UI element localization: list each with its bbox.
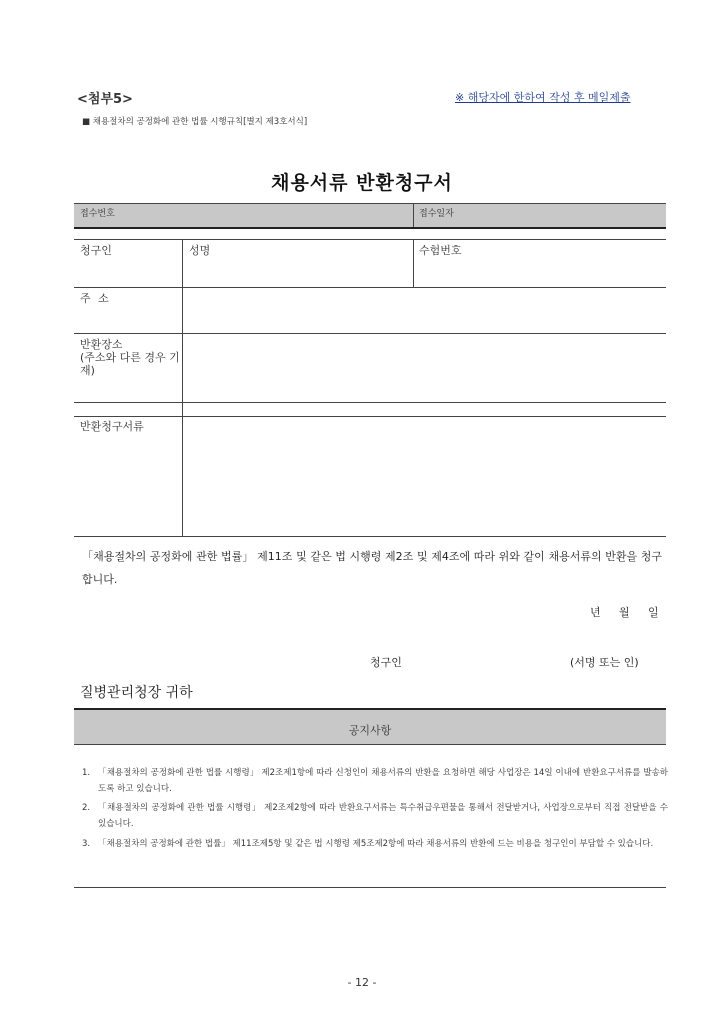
name-field[interactable] bbox=[184, 258, 412, 286]
return-place-note: (주소와 다른 경우 기재) bbox=[80, 351, 180, 377]
notices-title: 공지사항 bbox=[348, 724, 392, 737]
return-documents-label: 반환청구서류 bbox=[80, 420, 144, 433]
page-number: - 12 - bbox=[347, 976, 377, 989]
notice-item-number: 2. bbox=[82, 803, 91, 813]
claimant-label: 청구인 bbox=[80, 244, 112, 257]
exam-number-field[interactable] bbox=[415, 258, 665, 286]
recipient: 질병관리청장 귀하 bbox=[80, 685, 193, 701]
notice-item-text: 「채용절차의 공정화에 관한 법률 시행령」 제2조제1항에 따라 신청인이 채용서류의 반환을 요청하면 해당 사업장은 14일 이내에 반환요구서류를 발송하도록 하고 있습니다. bbox=[98, 768, 668, 794]
submission-notice: ※ 해당자에 한하여 작성 후 메일제출 bbox=[455, 91, 631, 104]
signature-placeholder[interactable]: (서명 또는 인) bbox=[570, 656, 639, 669]
address-field[interactable] bbox=[184, 289, 665, 332]
exam-number-label: 수험번호 bbox=[419, 244, 462, 257]
return-place-field[interactable] bbox=[184, 335, 665, 401]
receipt-row bbox=[74, 204, 666, 227]
name-label: 성명 bbox=[189, 244, 211, 257]
date-day: 일 bbox=[648, 606, 659, 619]
return-documents-field[interactable] bbox=[184, 418, 665, 535]
notice-item bbox=[82, 836, 667, 868]
receipt-number-label: 접수번호 bbox=[80, 209, 115, 219]
attachment-label: <첨부5> bbox=[77, 92, 133, 107]
notice-item bbox=[82, 765, 667, 797]
legal-basis: ■ 채용절차의 공정화에 관한 법률 시행규칙[별지 제3호서식] bbox=[82, 117, 308, 127]
notice-item-text: 「채용절차의 공정화에 관한 법률 시행령」 제2조제2항에 따라 반환요구서류는 특수취급우편물을 통해서 전달받거나, 사업장으로부터 직접 전달받을 수 있습니다. bbox=[98, 803, 668, 829]
date-month: 월 bbox=[619, 606, 630, 619]
notice-item-text: 「채용절차의 공정화에 관한 법률」 제11조제5항 및 같은 법 시행령 제5조제2항에 따라 채용서류의 반환에 드는 비용을 청구인이 부담할 수 있습니다. bbox=[98, 839, 654, 849]
request-statement: 「채용절차의 공정화에 관한 법률」 제11조 및 같은 법 시행령 제2조 및 제4조에 따라 위와 같이 채용서류의 반환을 청구합니다. bbox=[82, 550, 662, 586]
notice-item-number: 1. bbox=[82, 768, 91, 778]
notice-item bbox=[82, 800, 667, 832]
address-label: 주 소 bbox=[80, 292, 111, 305]
date-year: 년 bbox=[590, 606, 601, 619]
receipt-date-label: 접수일자 bbox=[419, 209, 454, 219]
notice-item-number: 3. bbox=[82, 839, 91, 849]
signer-label: 청구인 bbox=[370, 656, 402, 669]
return-place-label: 반환장소 bbox=[80, 338, 123, 351]
form-title: 채용서류 반환청구서 bbox=[271, 172, 453, 194]
